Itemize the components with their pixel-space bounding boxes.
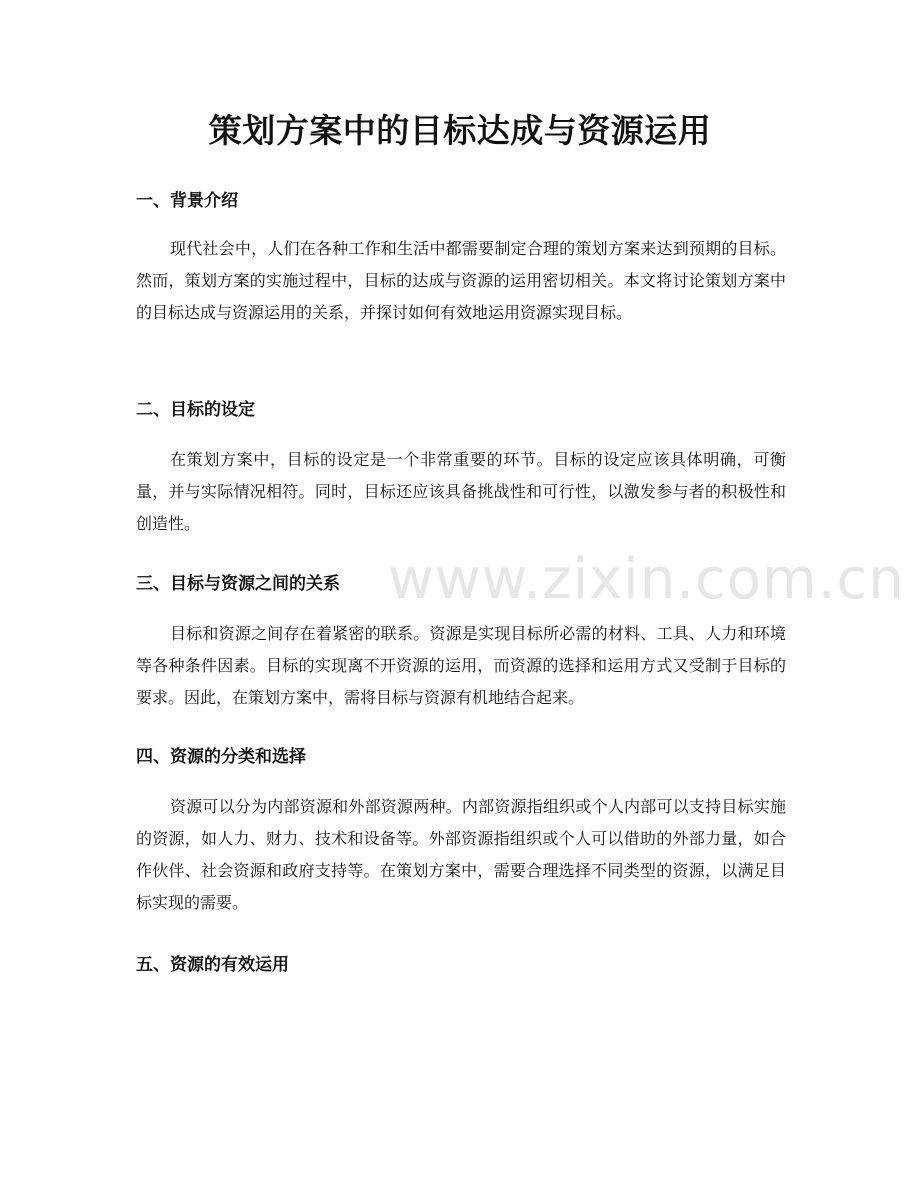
section-heading-resource-classification: 四、资源的分类和选择 bbox=[136, 747, 306, 767]
section-paragraph-goal-setting: 在策划方案中，目标的设定是一个非常重要的环节。目标的设定应该具体明确，可衡量，并与实际情况相符。同时，目标还应该具备挑战性和可行性，以激发参与者的积极性和创造性。 bbox=[136, 450, 786, 533]
section-heading-background: 一、背景介绍 bbox=[136, 191, 238, 211]
watermark: www.zixin.com.cn bbox=[388, 547, 905, 612]
section-paragraph-background: 现代社会中，人们在各种工作和生活中都需要制定合理的策划方案来达到预期的目标。然而，策划方案的实施过程中，目标的达成与资源的运用密切相关。本文将讨论策划方案中的目标达成与资源运用的关系，并探讨如何有效地运用资源实现目标。 bbox=[136, 239, 786, 322]
section-paragraph-goal-resource-relation: 目标和资源之间存在着紧密的联系。资源是实现目标所必需的材料、工具、人力和环境等各种条件因素。目标的实现离不开资源的运用，而资源的选择和运用方式又受制于目标的要求。因此，在策划方案中，需将目标与资源有机地结合起来。 bbox=[136, 624, 786, 707]
section-paragraph-resource-classification: 资源可以分为内部资源和外部资源两种。内部资源指组织或个人内部可以支持目标实施的资源，如人力、财力、技术和设备等。外部资源指组织或个人可以借助的外部力量，如合作伙伴、社会资源和政府支持等。在策划方案中，需要合理选择不同类型的资源，以满足目标实现的需要。 bbox=[136, 797, 786, 912]
section-heading-resource-effective-use: 五、资源的有效运用 bbox=[136, 955, 289, 975]
section-heading-goal-setting: 二、目标的设定 bbox=[136, 400, 255, 420]
document-title: 策划方案中的目标达成与资源运用 bbox=[208, 111, 712, 150]
section-heading-goal-resource-relation: 三、目标与资源之间的关系 bbox=[136, 574, 340, 594]
